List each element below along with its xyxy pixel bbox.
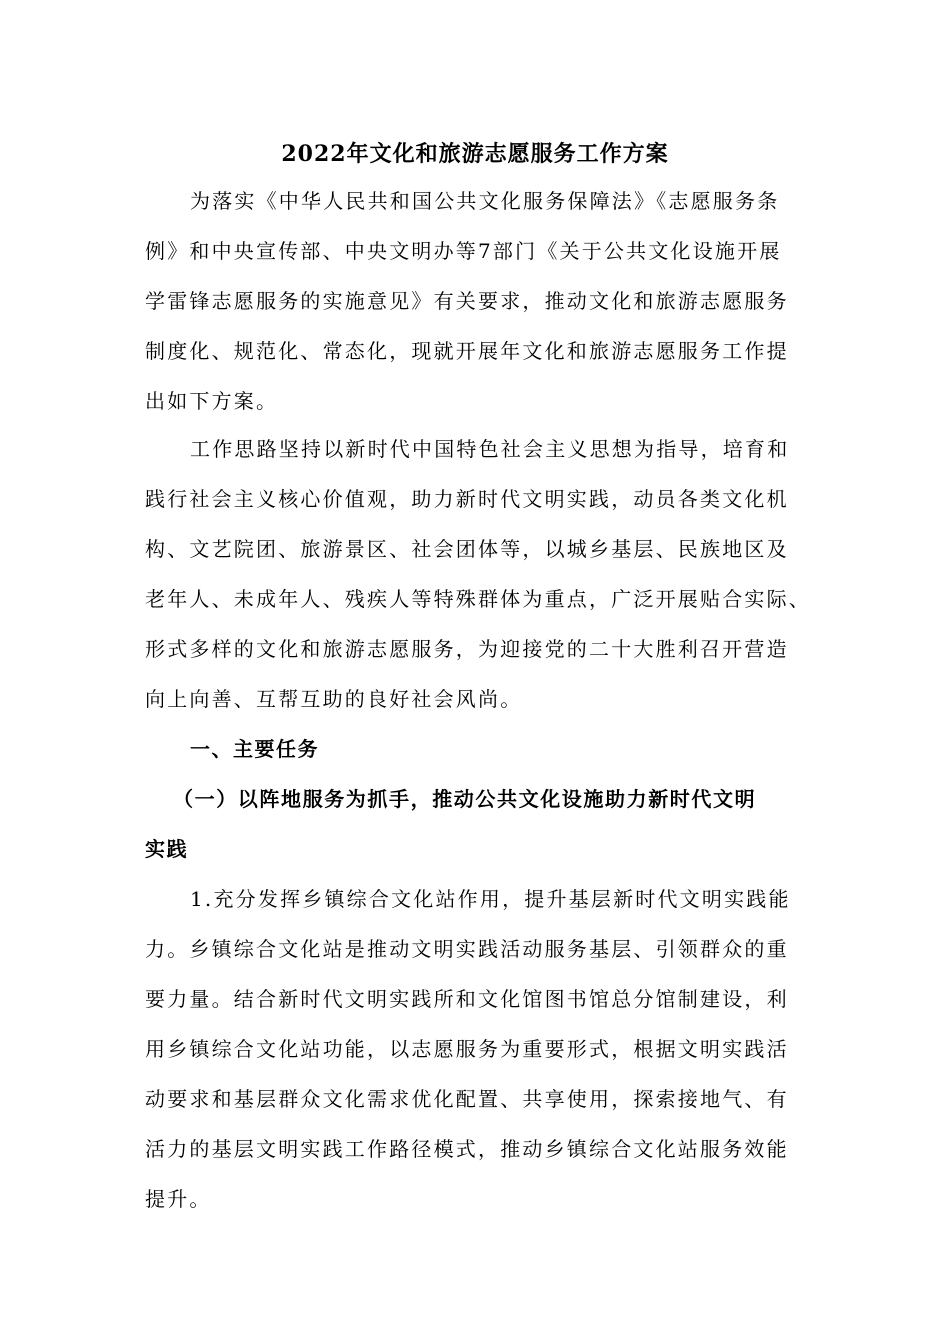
paragraph-line: 出如下方案。 xyxy=(145,389,279,413)
paragraph-line: 形式多样的文化和旅游志愿服务，为迎接党的二十大胜利召开营造 xyxy=(145,637,789,661)
paragraph-line: 践行社会主义核心价值观，助力新时代文明实践，动员各类文化机 xyxy=(145,487,789,511)
paragraph-line: 动要求和基层群众文化需求优化配置、共享使用，探索接地气、有 xyxy=(145,1087,789,1111)
paragraph-line: 学雷锋志愿服务的实施意见》有关要求，推动文化和旅游志愿服务 xyxy=(145,289,789,313)
paragraph-line: 制度化、规范化、常态化，现就开展年文化和旅游志愿服务工作提 xyxy=(145,339,789,363)
paragraph-line: 活力的基层文明实践工作路径模式，推动乡镇综合文化站服务效能 xyxy=(145,1137,789,1161)
paragraph-line: 工作思路坚持以新时代中国特色社会主义思想为指导，培育和 xyxy=(190,437,790,461)
paragraph-line: 向上向善、互帮互助的良好社会风尚。 xyxy=(145,687,523,711)
paragraph-line: 1.充分发挥乡镇综合文化站作用，提升基层新时代文明实践能 xyxy=(190,887,791,911)
subsection-heading: （一）以阵地服务为抓手，推动公共文化设施助力新时代文明 xyxy=(173,787,757,811)
paragraph-line: 构、文艺院团、旅游景区、社会团体等，以城乡基层、民族地区及 xyxy=(145,537,789,561)
paragraph-line: 用乡镇综合文化站功能，以志愿服务为重要形式，根据文明实践活 xyxy=(145,1037,789,1061)
paragraph-line: 力。乡镇综合文化站是推动文明实践活动服务基层、引领群众的重 xyxy=(145,937,789,961)
paragraph-line: 提升。 xyxy=(145,1187,212,1211)
subsection-heading-continued: 实践 xyxy=(145,837,189,861)
paragraph-line: 老年人、未成年人、残疾人等特殊群体为重点，广泛开展贴合实际、 xyxy=(145,587,811,611)
document-title: 2022年文化和旅游志愿服务工作方案 xyxy=(281,141,669,167)
paragraph-line: 要力量。结合新时代文明实践所和文化馆图书馆总分馆制建设，利 xyxy=(145,987,789,1011)
paragraph-line: 例》和中央宣传部、中央文明办等7部门《关于公共文化设施开展 xyxy=(145,239,782,263)
paragraph-line: 为落实《中华人民共和国公共文化服务保障法》《志愿服务条 xyxy=(190,189,780,213)
section-heading: 一、主要任务 xyxy=(190,737,319,761)
